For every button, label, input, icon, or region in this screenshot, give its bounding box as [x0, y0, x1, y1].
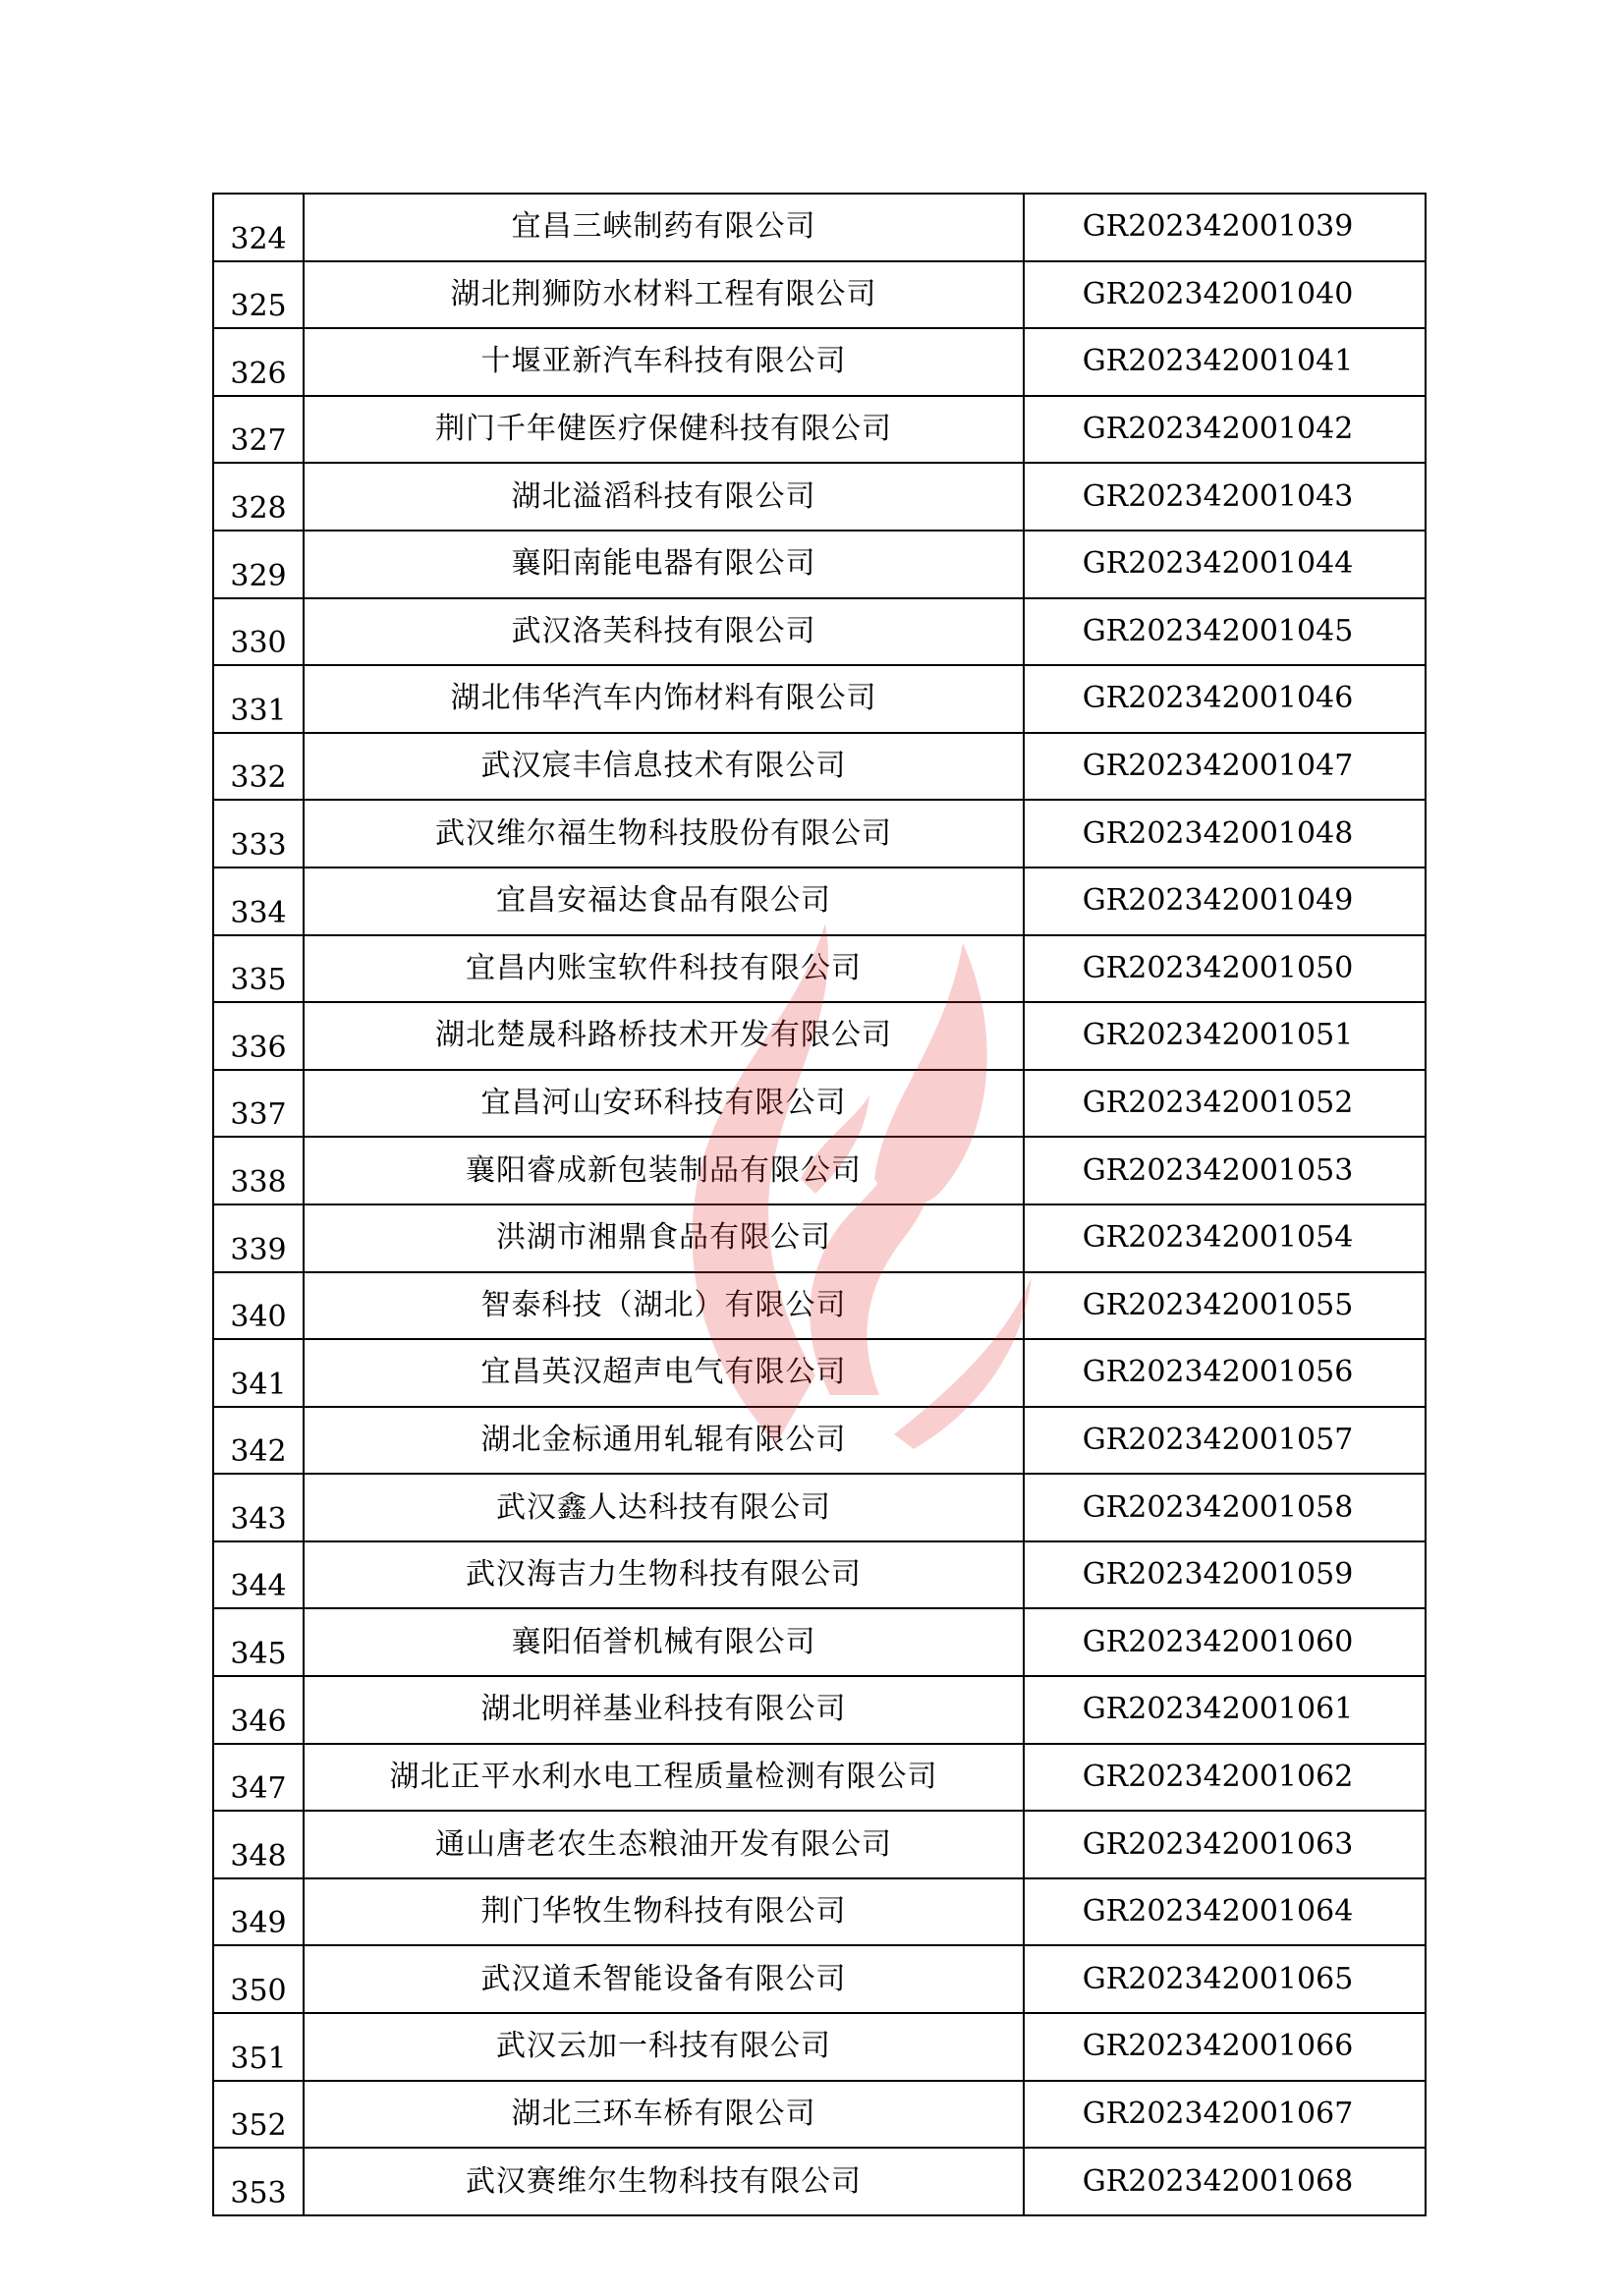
- certificate-code-cell: GR202342001054: [1024, 1204, 1426, 1272]
- certificate-code-cell: GR202342001067: [1024, 2081, 1426, 2149]
- certificate-code-cell: GR202342001055: [1024, 1272, 1426, 1340]
- table-row: [213, 1339, 1426, 1407]
- certificate-code-cell: GR202342001066: [1024, 2013, 1426, 2081]
- table-row: [213, 1608, 1426, 1676]
- certificate-code-cell: GR202342001053: [1024, 1137, 1426, 1204]
- row-index-cell: 330: [213, 598, 304, 666]
- table-row: [213, 1878, 1426, 1946]
- table-row: [213, 396, 1426, 464]
- company-name-cell: 湖北明祥基业科技有限公司: [304, 1676, 1024, 1744]
- certificate-code-cell: GR202342001062: [1024, 1744, 1426, 1812]
- row-index-cell: 345: [213, 1608, 304, 1676]
- row-index-cell: 350: [213, 1945, 304, 2013]
- table-row: [213, 463, 1426, 531]
- certificate-code-cell: GR202342001052: [1024, 1070, 1426, 1138]
- certificate-code-cell: GR202342001068: [1024, 2148, 1426, 2215]
- row-index-cell: 349: [213, 1878, 304, 1946]
- row-index-cell: 336: [213, 1002, 304, 1070]
- certificate-code-cell: GR202342001041: [1024, 328, 1426, 396]
- certificate-code-cell: GR202342001064: [1024, 1878, 1426, 1946]
- certificate-code-cell: GR202342001050: [1024, 935, 1426, 1003]
- row-index-cell: 329: [213, 531, 304, 598]
- company-list-table: [212, 193, 1427, 2216]
- certificate-code-cell: GR202342001042: [1024, 396, 1426, 464]
- table-row: [213, 2081, 1426, 2149]
- row-index-cell: 348: [213, 1811, 304, 1878]
- company-name-cell: 湖北楚晟科路桥技术开发有限公司: [304, 1002, 1024, 1070]
- row-index-cell: 351: [213, 2013, 304, 2081]
- row-index-cell: 327: [213, 396, 304, 464]
- table-row: [213, 1541, 1426, 1609]
- certificate-code-cell: GR202342001043: [1024, 463, 1426, 531]
- row-index-cell: 332: [213, 733, 304, 801]
- row-index-cell: 342: [213, 1407, 304, 1475]
- row-index-cell: 333: [213, 800, 304, 868]
- table-row: [213, 531, 1426, 598]
- certificate-code-cell: GR202342001058: [1024, 1474, 1426, 1541]
- certificate-code-cell: GR202342001059: [1024, 1541, 1426, 1609]
- company-name-cell: 荆门华牧生物科技有限公司: [304, 1878, 1024, 1946]
- row-index-cell: 328: [213, 463, 304, 531]
- row-index-cell: 343: [213, 1474, 304, 1541]
- row-index-cell: 334: [213, 868, 304, 935]
- row-index-cell: 325: [213, 261, 304, 329]
- table-row: [213, 868, 1426, 935]
- row-index-cell: 337: [213, 1070, 304, 1138]
- table-row: [213, 1272, 1426, 1340]
- company-name-cell: 武汉云加一科技有限公司: [304, 2013, 1024, 2081]
- certificate-code-cell: GR202342001061: [1024, 1676, 1426, 1744]
- certificate-code-cell: GR202342001044: [1024, 531, 1426, 598]
- company-name-cell: 湖北溢滔科技有限公司: [304, 463, 1024, 531]
- certificate-code-cell: GR202342001056: [1024, 1339, 1426, 1407]
- company-name-cell: 湖北三环车桥有限公司: [304, 2081, 1024, 2149]
- company-name-cell: 宜昌安福达食品有限公司: [304, 868, 1024, 935]
- table-row: [213, 2148, 1426, 2215]
- table-row: [213, 1137, 1426, 1204]
- row-index-cell: 339: [213, 1204, 304, 1272]
- table-row: [213, 598, 1426, 666]
- table-row: [213, 1002, 1426, 1070]
- company-name-cell: 湖北金标通用轧辊有限公司: [304, 1407, 1024, 1475]
- table-row: [213, 2013, 1426, 2081]
- company-name-cell: 襄阳佰誉机械有限公司: [304, 1608, 1024, 1676]
- certificate-code-cell: GR202342001040: [1024, 261, 1426, 329]
- company-name-cell: 十堰亚新汽车科技有限公司: [304, 328, 1024, 396]
- company-name-cell: 武汉洛芙科技有限公司: [304, 598, 1024, 666]
- row-index-cell: 326: [213, 328, 304, 396]
- row-index-cell: 341: [213, 1339, 304, 1407]
- table-row: [213, 1070, 1426, 1138]
- row-index-cell: 344: [213, 1541, 304, 1609]
- company-name-cell: 智泰科技（湖北）有限公司: [304, 1272, 1024, 1340]
- row-index-cell: 338: [213, 1137, 304, 1204]
- row-index-cell: 346: [213, 1676, 304, 1744]
- table-row: [213, 261, 1426, 329]
- company-name-cell: 武汉赛维尔生物科技有限公司: [304, 2148, 1024, 2215]
- company-name-cell: 通山唐老农生态粮油开发有限公司: [304, 1811, 1024, 1878]
- company-name-cell: 武汉维尔福生物科技股份有限公司: [304, 800, 1024, 868]
- company-name-cell: 武汉鑫人达科技有限公司: [304, 1474, 1024, 1541]
- row-index-cell: 324: [213, 194, 304, 261]
- company-name-cell: 宜昌内账宝软件科技有限公司: [304, 935, 1024, 1003]
- certificate-code-cell: GR202342001060: [1024, 1608, 1426, 1676]
- table-row: [213, 935, 1426, 1003]
- company-name-cell: 武汉海吉力生物科技有限公司: [304, 1541, 1024, 1609]
- company-name-cell: 湖北正平水利水电工程质量检测有限公司: [304, 1744, 1024, 1812]
- row-index-cell: 347: [213, 1744, 304, 1812]
- certificate-code-cell: GR202342001046: [1024, 665, 1426, 733]
- certificate-code-cell: GR202342001049: [1024, 868, 1426, 935]
- company-name-cell: 宜昌三峡制药有限公司: [304, 194, 1024, 261]
- company-name-cell: 湖北荆狮防水材料工程有限公司: [304, 261, 1024, 329]
- certificate-code-cell: GR202342001057: [1024, 1407, 1426, 1475]
- table-row: [213, 800, 1426, 868]
- company-name-cell: 武汉宸丰信息技术有限公司: [304, 733, 1024, 801]
- table-row: [213, 1811, 1426, 1878]
- company-name-cell: 宜昌河山安环科技有限公司: [304, 1070, 1024, 1138]
- table-row: [213, 1676, 1426, 1744]
- table-row: [213, 1204, 1426, 1272]
- certificate-code-cell: GR202342001047: [1024, 733, 1426, 801]
- table-body: [213, 194, 1426, 2215]
- table-row: [213, 194, 1426, 261]
- row-index-cell: 352: [213, 2081, 304, 2149]
- table-row: [213, 1945, 1426, 2013]
- row-index-cell: 331: [213, 665, 304, 733]
- company-name-cell: 襄阳睿成新包装制品有限公司: [304, 1137, 1024, 1204]
- table-row: [213, 1744, 1426, 1812]
- row-index-cell: 353: [213, 2148, 304, 2215]
- company-name-cell: 湖北伟华汽车内饰材料有限公司: [304, 665, 1024, 733]
- certificate-code-cell: GR202342001051: [1024, 1002, 1426, 1070]
- company-name-cell: 襄阳南能电器有限公司: [304, 531, 1024, 598]
- company-name-cell: 宜昌英汉超声电气有限公司: [304, 1339, 1024, 1407]
- company-name-cell: 洪湖市湘鼎食品有限公司: [304, 1204, 1024, 1272]
- company-name-cell: 武汉道禾智能设备有限公司: [304, 1945, 1024, 2013]
- certificate-code-cell: GR202342001063: [1024, 1811, 1426, 1878]
- table-row: [213, 1407, 1426, 1475]
- row-index-cell: 335: [213, 935, 304, 1003]
- certificate-code-cell: GR202342001039: [1024, 194, 1426, 261]
- table-row: [213, 328, 1426, 396]
- certificate-code-cell: GR202342001048: [1024, 800, 1426, 868]
- certificate-code-cell: GR202342001065: [1024, 1945, 1426, 2013]
- row-index-cell: 340: [213, 1272, 304, 1340]
- company-name-cell: 荆门千年健医疗保健科技有限公司: [304, 396, 1024, 464]
- table-row: [213, 1474, 1426, 1541]
- table-row: [213, 733, 1426, 801]
- table-row: [213, 665, 1426, 733]
- certificate-code-cell: GR202342001045: [1024, 598, 1426, 666]
